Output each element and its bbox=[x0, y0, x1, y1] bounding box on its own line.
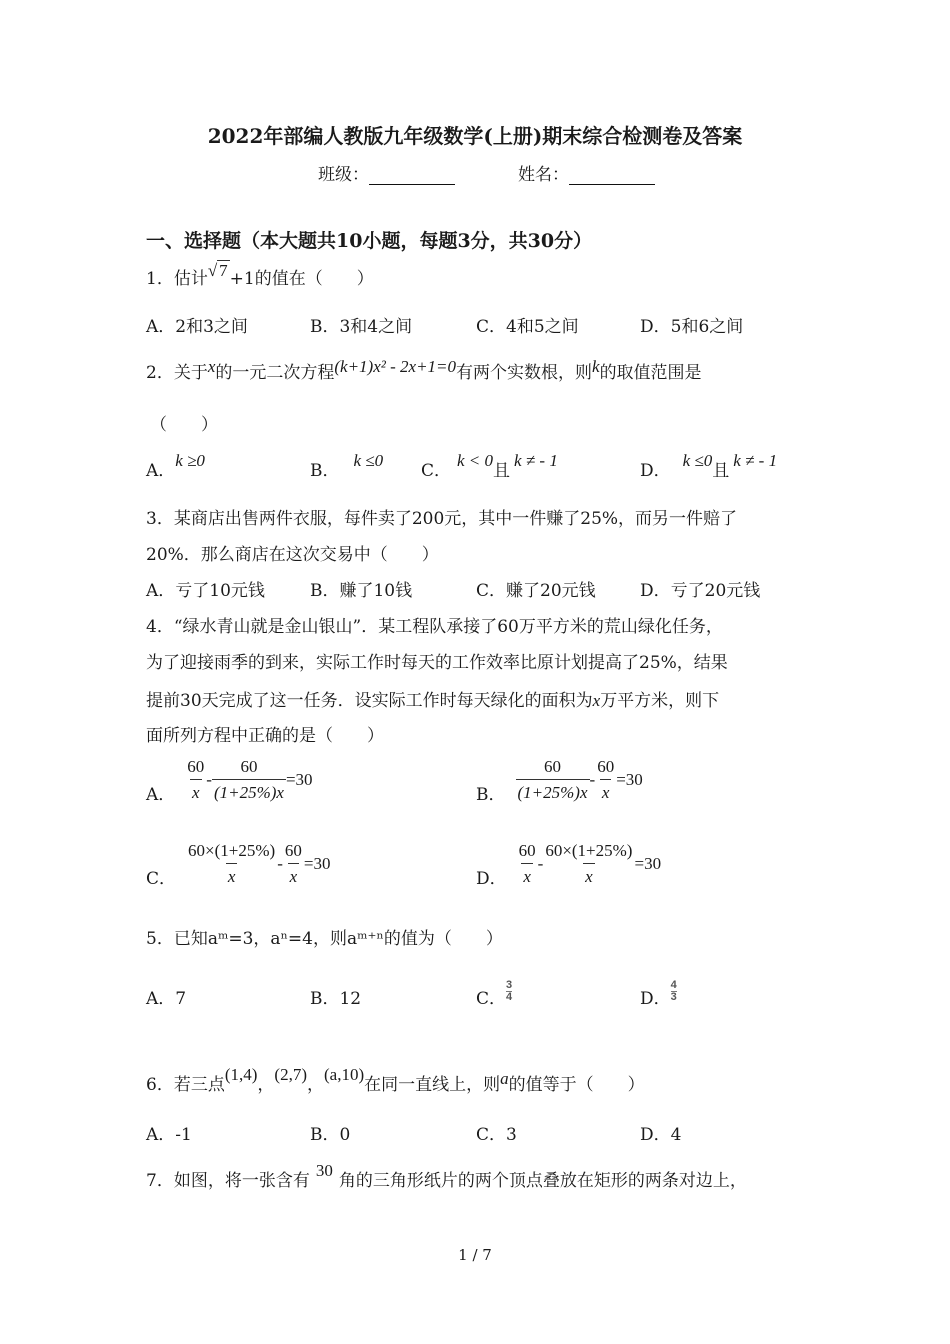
class-label: 班级： bbox=[318, 165, 369, 185]
denominator: (1+25%)x bbox=[516, 779, 590, 803]
q3-option-c: C．赚了20元钱 bbox=[476, 581, 596, 601]
fraction bbox=[595, 757, 616, 803]
q6-option-a: A．-1 bbox=[146, 1125, 192, 1145]
q7-degree: 30 bbox=[315, 1161, 333, 1180]
q3-line1: 3．某商店出售两件衣服，每件卖了200元，其中一件赚了25%，而另一件赔了 bbox=[146, 509, 738, 529]
q5-d-label: D． bbox=[640, 989, 671, 1009]
q4-line3a: 提前30天完成了这一任务．设实际工作时每天绿化的面积为 bbox=[146, 691, 593, 711]
name-label: 姓名： bbox=[518, 165, 569, 185]
q6-var-a: a bbox=[500, 1069, 509, 1088]
q2-c-expr2: k ≠ - 1 bbox=[514, 451, 558, 470]
q2-option-b bbox=[310, 451, 384, 481]
name-field bbox=[518, 160, 655, 185]
q2-a-expr: k ≥0 bbox=[175, 451, 205, 470]
q6-mid: 在同一直线上，则 bbox=[364, 1075, 501, 1095]
denominator: x bbox=[600, 779, 612, 803]
q5-c-label: C． bbox=[476, 989, 507, 1009]
q4-var-x: x bbox=[592, 691, 601, 710]
q2-b-expr: k ≤0 bbox=[353, 451, 384, 470]
q4-option-d bbox=[476, 838, 661, 889]
q5-option-c bbox=[476, 976, 513, 1009]
q3-option-d: D．亏了20元钱 bbox=[640, 581, 761, 601]
numerator: 60×(1+25%) bbox=[545, 840, 633, 860]
q2-option-a bbox=[146, 451, 205, 481]
section-heading: 一、选择题（本大题共10小题，每题3分，共30分） bbox=[146, 230, 593, 252]
q7-prefix: 7．如图，将一张含有 bbox=[146, 1171, 310, 1191]
numerator: 60 bbox=[544, 756, 561, 776]
q2-equation: (k+1)x² - 2x+1=0 bbox=[334, 357, 457, 376]
q6-suffix: 的值等于（ ） bbox=[508, 1075, 645, 1095]
q5-option-a: A．7 bbox=[146, 989, 187, 1009]
denominator: 4 bbox=[506, 991, 513, 1003]
q2-b-label: B． bbox=[310, 461, 340, 481]
denominator: x bbox=[226, 863, 238, 887]
q4-line3 bbox=[146, 686, 719, 711]
question-2 bbox=[146, 358, 702, 383]
q2-c-and: 且 bbox=[493, 461, 511, 481]
numerator: 60×(1+25%) bbox=[188, 840, 276, 860]
q2-var-k: k bbox=[592, 357, 600, 376]
document-title: 2022年部编人教版九年级数学(上册)期末综合检测卷及答案 bbox=[207, 124, 743, 148]
fraction bbox=[186, 841, 277, 887]
comma: ， bbox=[257, 1075, 275, 1095]
class-blank bbox=[369, 166, 455, 185]
fraction bbox=[671, 980, 677, 1003]
q2-suffix2: 的取值范围是 bbox=[599, 363, 702, 383]
q4-line1: 4．“绿水青山就是金山银山”．某工程队承接了60万平方米的荒山绿化任务， bbox=[146, 617, 723, 637]
equals-30: =30 bbox=[303, 853, 331, 873]
q4-option-a bbox=[146, 754, 313, 805]
numerator: 60 bbox=[240, 756, 258, 776]
minus-sign: - bbox=[277, 853, 283, 873]
q2-d-label: D． bbox=[640, 461, 671, 481]
q2-option-d bbox=[640, 451, 778, 481]
equals-30: =30 bbox=[285, 769, 313, 789]
denominator: x bbox=[190, 779, 202, 803]
q2-prefix: 2．关于 bbox=[146, 363, 208, 383]
class-field bbox=[318, 160, 455, 185]
q2-a-label: A． bbox=[146, 461, 176, 481]
q2-option-c bbox=[421, 451, 558, 481]
q4-option-b bbox=[476, 754, 643, 805]
q6-option-c: C．3 bbox=[476, 1125, 517, 1145]
minus-sign: - bbox=[206, 769, 212, 789]
q1-sqrt-arg: 7 bbox=[219, 261, 228, 280]
q4-c-label: C． bbox=[146, 869, 177, 889]
sqrt-icon: √ 7 bbox=[207, 261, 228, 280]
q2-mid: 的一元二次方程 bbox=[215, 363, 335, 383]
q4-line4: 面所列方程中正确的是（ ） bbox=[146, 726, 384, 746]
denominator: 3 bbox=[670, 991, 677, 1003]
q3-option-b: B．赚了10钱 bbox=[310, 581, 413, 601]
q4-d-label: D． bbox=[476, 869, 507, 889]
q2-d-and: 且 bbox=[712, 461, 730, 481]
fraction bbox=[543, 841, 634, 887]
q4-a-label: A． bbox=[146, 785, 176, 805]
comma: ， bbox=[306, 1075, 324, 1095]
q6-point3: (a,10) bbox=[323, 1065, 365, 1084]
q3-option-a: A．亏了10元钱 bbox=[146, 581, 265, 601]
q3-line2: 20%．那么商店在这次交易中（ ） bbox=[146, 545, 439, 565]
numerator: 60 bbox=[597, 756, 615, 776]
q4-option-c bbox=[146, 838, 330, 889]
fraction bbox=[506, 980, 512, 1003]
fraction bbox=[516, 757, 590, 803]
q5-option-d bbox=[640, 976, 677, 1009]
q1-suffix: +1的值在（ ） bbox=[229, 269, 374, 289]
numerator: 60 bbox=[187, 756, 205, 776]
q6-point1: (1,4) bbox=[224, 1065, 258, 1084]
q6-point2: (2,7) bbox=[274, 1065, 307, 1084]
denominator: x bbox=[288, 863, 300, 887]
q2-d-expr2: k ≠ - 1 bbox=[733, 451, 778, 470]
question-1 bbox=[146, 261, 374, 289]
q1-option-c: C．4和5之间 bbox=[476, 317, 579, 337]
fraction bbox=[212, 757, 286, 803]
question-7 bbox=[146, 1161, 747, 1191]
q6-option-d: D．4 bbox=[640, 1125, 682, 1145]
denominator: (1+25%)x bbox=[212, 779, 286, 803]
question-6 bbox=[146, 1065, 645, 1095]
q7-suffix: 角的三角形纸片的两个顶点叠放在矩形的两条对边上， bbox=[338, 1171, 747, 1191]
numerator: 60 bbox=[284, 840, 302, 860]
numerator: 60 bbox=[518, 840, 536, 860]
q4-line2: 为了迎接雨季的到来，实际工作时每天的工作效率比原计划提高了25%，结果 bbox=[146, 653, 728, 673]
q5-option-b: B．12 bbox=[310, 989, 362, 1009]
denominator: x bbox=[521, 863, 533, 887]
q2-c-label: C． bbox=[421, 461, 452, 481]
numerator: 3 bbox=[506, 979, 513, 991]
q6-prefix: 6．若三点 bbox=[146, 1075, 225, 1095]
numerator: 4 bbox=[670, 979, 677, 991]
q2-d-expr1: k ≤0 bbox=[682, 451, 713, 470]
page-number: 1 / 7 bbox=[458, 1246, 492, 1264]
q6-option-b: B．0 bbox=[310, 1125, 351, 1145]
fraction bbox=[517, 841, 538, 887]
q4-line3b: 万平方米，则下 bbox=[600, 691, 720, 711]
minus-sign: - bbox=[589, 769, 596, 789]
q2-var-x: x bbox=[207, 357, 216, 376]
name-blank bbox=[569, 166, 655, 185]
q4-b-label: B． bbox=[476, 785, 506, 805]
equals-30: =30 bbox=[634, 853, 662, 873]
q2-suffix1: 有两个实数根，则 bbox=[456, 363, 593, 383]
question-5: 5．已知aᵐ=3，aⁿ=4，则aᵐ⁺ⁿ的值为（ ） bbox=[146, 929, 503, 949]
q1-option-b: B．3和4之间 bbox=[310, 317, 413, 337]
minus-sign: - bbox=[537, 853, 544, 873]
q1-option-d: D．5和6之间 bbox=[640, 317, 744, 337]
q2-paren: （ ） bbox=[150, 415, 218, 435]
q1-option-a: A．2和3之间 bbox=[146, 317, 248, 337]
fraction bbox=[185, 757, 206, 803]
q1-prefix: 1．估计 bbox=[146, 269, 208, 289]
q2-c-expr1: k < 0 bbox=[457, 451, 494, 470]
denominator: x bbox=[583, 863, 595, 887]
equals-30: =30 bbox=[616, 769, 643, 789]
fraction bbox=[283, 841, 304, 887]
